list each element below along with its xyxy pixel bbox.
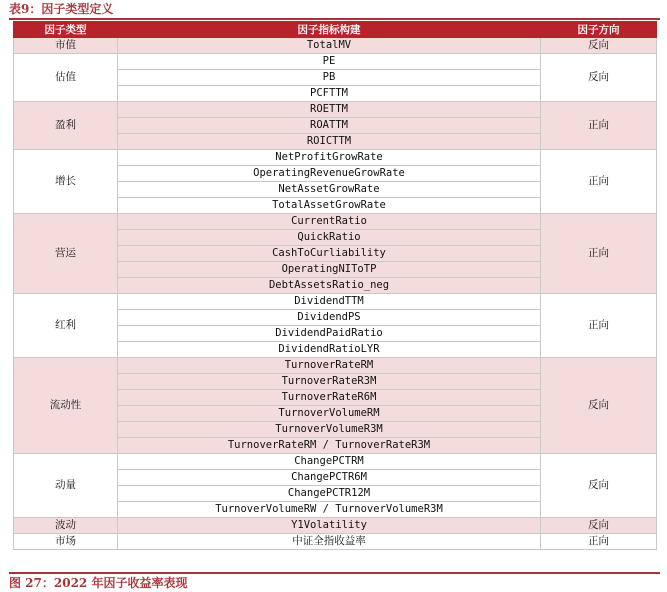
category-cell: 增长	[14, 150, 118, 214]
top-rule	[9, 18, 660, 20]
factor-cell: PB	[118, 70, 541, 86]
table-row	[14, 534, 657, 550]
factor-cell: TurnoverRateRM	[118, 358, 541, 374]
table-row	[14, 102, 657, 118]
factor-cell: TurnoverRateR6M	[118, 390, 541, 406]
direction-cell: 正向	[541, 102, 657, 150]
header-factor: 因子指标构建	[118, 22, 541, 38]
category-cell: 市场	[14, 534, 118, 550]
table-row	[14, 54, 657, 70]
factor-cell: DividendPaidRatio	[118, 326, 541, 342]
factor-cell: OperatingRevenueGrowRate	[118, 166, 541, 182]
direction-cell: 正向	[541, 214, 657, 294]
factor-cell: DebtAssetsRatio_neg	[118, 278, 541, 294]
factor-cell: PCFTTM	[118, 86, 541, 102]
table-row	[14, 454, 657, 470]
header-category: 因子类型	[14, 22, 118, 38]
header-direction: 因子方向	[541, 22, 657, 38]
factor-cell: DividendTTM	[118, 294, 541, 310]
category-cell: 盈利	[14, 102, 118, 150]
category-cell: 波动	[14, 518, 118, 534]
category-cell: 营运	[14, 214, 118, 294]
factor-cell: QuickRatio	[118, 230, 541, 246]
factor-cell: NetAssetGrowRate	[118, 182, 541, 198]
factor-cell: CurrentRatio	[118, 214, 541, 230]
bottom-rule	[9, 572, 660, 574]
factor-cell: TurnoverVolumeRM	[118, 406, 541, 422]
factor-cell: TurnoverVolumeRW / TurnoverVolumeR3M	[118, 502, 541, 518]
factor-cell: TurnoverRateRM / TurnoverRateR3M	[118, 438, 541, 454]
direction-cell: 正向	[541, 534, 657, 550]
table-header-row	[14, 22, 657, 38]
table-row	[14, 150, 657, 166]
factor-cell: ChangePCTRM	[118, 454, 541, 470]
figure-caption: 图 27：2022 年因子收益率表现	[9, 576, 188, 590]
factor-cell: ROICTTM	[118, 134, 541, 150]
factor-cell: PE	[118, 54, 541, 70]
table-caption: 表9：因子类型定义	[9, 2, 114, 16]
factor-cell: CashToCurliability	[118, 246, 541, 262]
table-row	[14, 214, 657, 230]
direction-cell: 正向	[541, 150, 657, 214]
factor-cell: OperatingNIToTP	[118, 262, 541, 278]
category-cell: 红利	[14, 294, 118, 358]
table-row	[14, 518, 657, 534]
factor-cell: ROETTM	[118, 102, 541, 118]
factor-cell: DividendPS	[118, 310, 541, 326]
category-cell: 动量	[14, 454, 118, 518]
table-row	[14, 294, 657, 310]
factor-cell: TotalAssetGrowRate	[118, 198, 541, 214]
factor-cell: DividendRatioLYR	[118, 342, 541, 358]
factor-cell: ChangePCTR12M	[118, 486, 541, 502]
direction-cell: 反向	[541, 358, 657, 454]
factor-cell: NetProfitGrowRate	[118, 150, 541, 166]
direction-cell: 反向	[541, 54, 657, 102]
factor-cell: ChangePCTR6M	[118, 470, 541, 486]
category-cell: 市值	[14, 38, 118, 54]
direction-cell: 反向	[541, 38, 657, 54]
factor-cell: 中证全指收益率	[118, 534, 541, 550]
factor-cell: Y1Volatility	[118, 518, 541, 534]
table-row	[14, 38, 657, 54]
direction-cell: 反向	[541, 518, 657, 534]
factor-cell: TotalMV	[118, 38, 541, 54]
factor-table	[13, 21, 657, 550]
factor-cell: TurnoverVolumeR3M	[118, 422, 541, 438]
table-body	[14, 38, 657, 550]
direction-cell: 反向	[541, 454, 657, 518]
category-cell: 流动性	[14, 358, 118, 454]
table-row	[14, 358, 657, 374]
direction-cell: 正向	[541, 294, 657, 358]
category-cell: 估值	[14, 54, 118, 102]
factor-cell: ROATTM	[118, 118, 541, 134]
factor-cell: TurnoverRateR3M	[118, 374, 541, 390]
